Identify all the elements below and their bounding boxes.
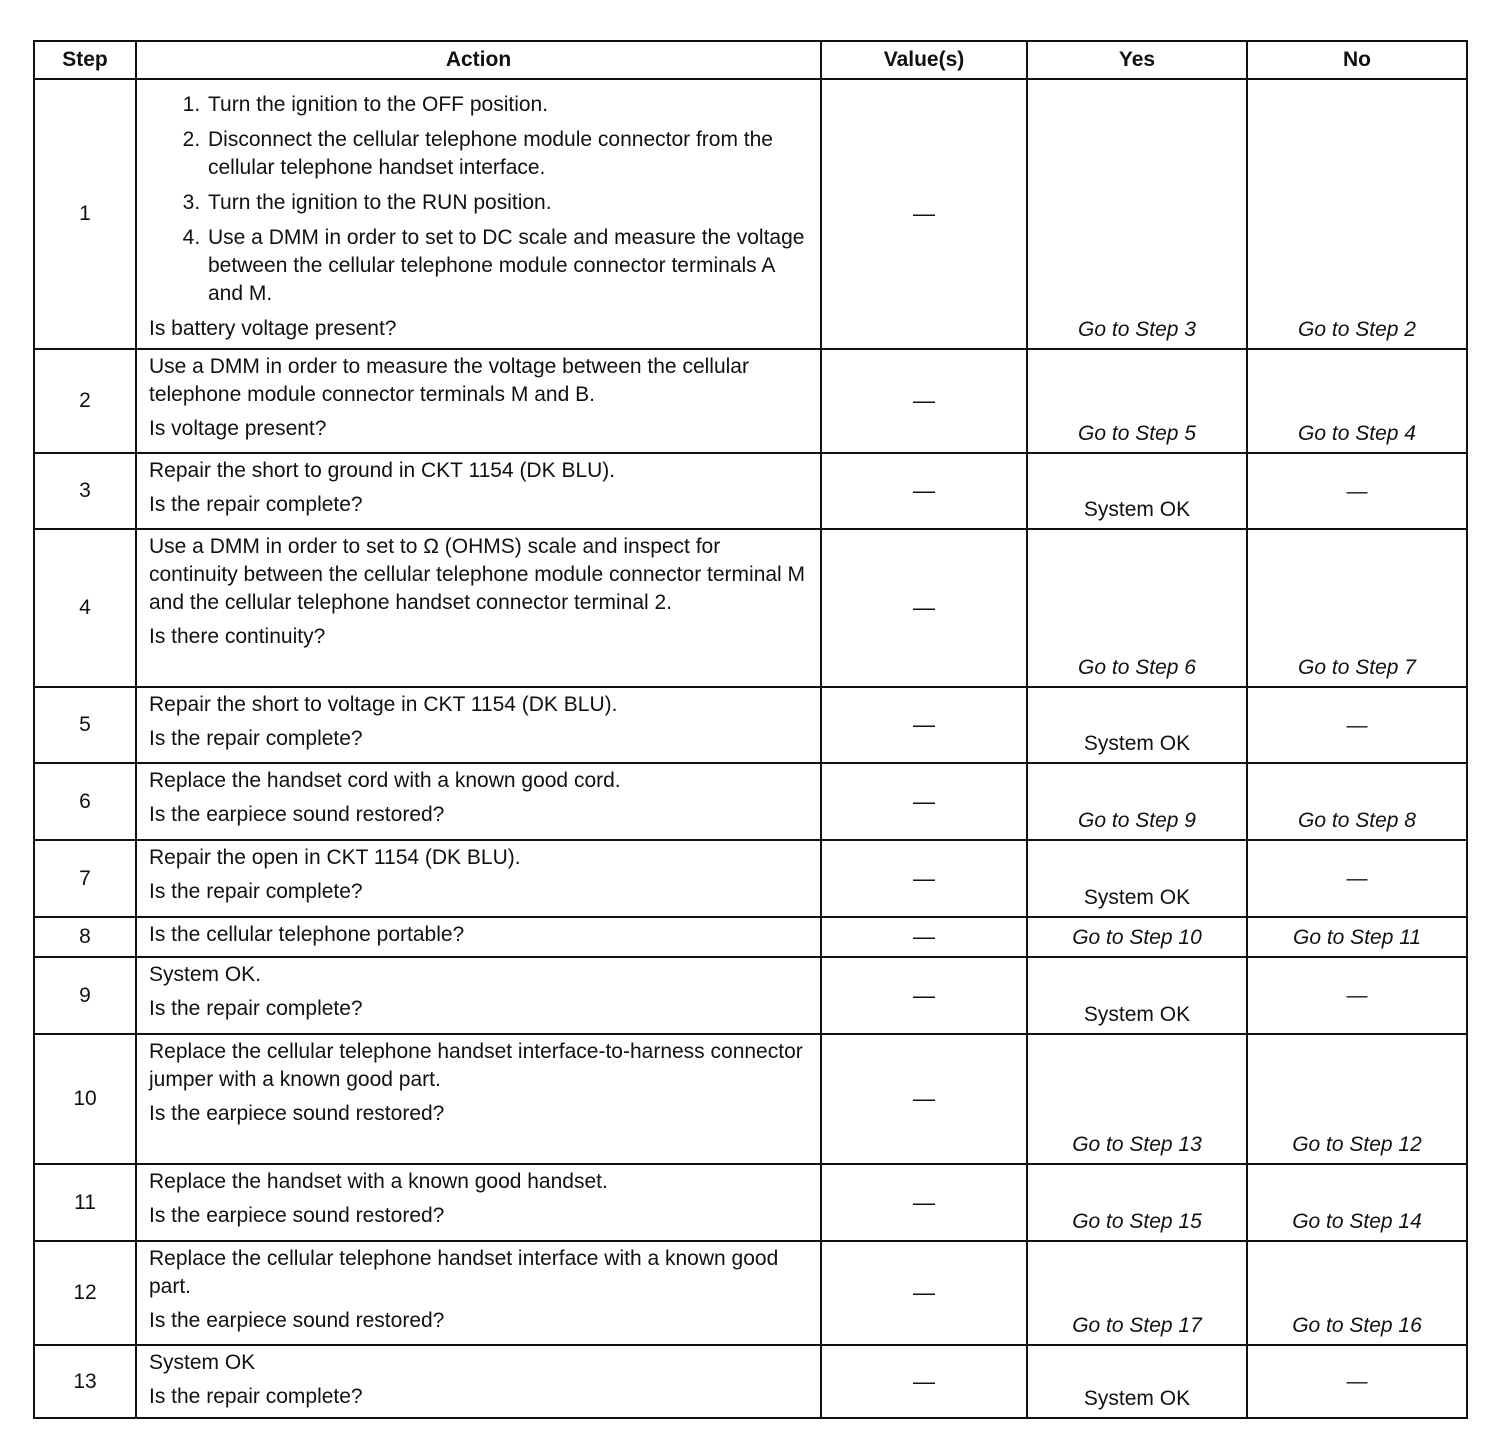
value-cell: — bbox=[821, 1034, 1027, 1164]
no-cell: — bbox=[1247, 1345, 1467, 1418]
action-cell bbox=[136, 1164, 821, 1241]
yes-cell: Go to Step 6 bbox=[1027, 529, 1247, 687]
table-row bbox=[34, 453, 1467, 529]
step-number: 13 bbox=[34, 1345, 136, 1418]
action-question: Is battery voltage present? bbox=[149, 317, 397, 340]
step-number: 6 bbox=[34, 763, 136, 840]
action-cell bbox=[136, 453, 821, 529]
action-cell bbox=[136, 763, 821, 840]
yes-cell: System OK bbox=[1027, 957, 1247, 1034]
header-step: Step bbox=[34, 41, 136, 79]
action-cell bbox=[136, 1241, 821, 1345]
action-instruction: Replace the handset cord with a known good cord. bbox=[149, 769, 621, 792]
yes-cell: Go to Step 13 bbox=[1027, 1034, 1247, 1164]
action-list-item: 4. Use a DMM in order to set to DC scale and measure the voltage between the cellular telephone module connector terminals A and M. bbox=[206, 224, 810, 308]
yes-cell: Go to Step 17 bbox=[1027, 1241, 1247, 1345]
table-row bbox=[34, 840, 1467, 917]
header-no: No bbox=[1247, 41, 1467, 79]
action-cell bbox=[136, 840, 821, 917]
action-cell bbox=[136, 349, 821, 453]
yes-cell: System OK bbox=[1027, 453, 1247, 529]
no-cell: Go to Step 7 bbox=[1247, 529, 1467, 687]
value-cell: — bbox=[821, 453, 1027, 529]
action-question: Is the repair complete? bbox=[149, 997, 363, 1020]
no-cell: Go to Step 2 bbox=[1247, 79, 1467, 349]
yes-cell: System OK bbox=[1027, 840, 1247, 917]
table-body bbox=[34, 79, 1467, 1418]
action-list bbox=[149, 91, 810, 308]
header-action: Action bbox=[136, 41, 821, 79]
no-cell: Go to Step 16 bbox=[1247, 1241, 1467, 1345]
value-cell: — bbox=[821, 1345, 1027, 1418]
value-cell: — bbox=[821, 529, 1027, 687]
action-question: Is voltage present? bbox=[149, 417, 327, 440]
action-cell bbox=[136, 1345, 821, 1418]
yes-cell: System OK bbox=[1027, 1345, 1247, 1418]
action-cell bbox=[136, 79, 821, 349]
no-cell: — bbox=[1247, 687, 1467, 763]
table-row bbox=[34, 917, 1467, 957]
no-cell: Go to Step 4 bbox=[1247, 349, 1467, 453]
action-list-item: 1. Turn the ignition to the OFF position. bbox=[206, 91, 810, 119]
no-cell: Go to Step 12 bbox=[1247, 1034, 1467, 1164]
step-number: 10 bbox=[34, 1034, 136, 1164]
no-cell: — bbox=[1247, 957, 1467, 1034]
yes-cell: System OK bbox=[1027, 687, 1247, 763]
diagnostic-table-container bbox=[33, 40, 1466, 1419]
action-list-item: 3. Turn the ignition to the RUN position. bbox=[206, 189, 810, 217]
action-instruction: Repair the short to voltage in CKT 1154 (DK BLU). bbox=[149, 693, 618, 716]
action-question: Is the earpiece sound restored? bbox=[149, 1204, 445, 1227]
step-number: 1 bbox=[34, 79, 136, 349]
step-number: 2 bbox=[34, 349, 136, 453]
value-cell: — bbox=[821, 349, 1027, 453]
step-number: 3 bbox=[34, 453, 136, 529]
table-row bbox=[34, 1345, 1467, 1418]
table-row bbox=[34, 1241, 1467, 1345]
action-instruction: Repair the open in CKT 1154 (DK BLU). bbox=[149, 846, 521, 869]
action-instruction: Use a DMM in order to measure the voltage between the cellular telephone module connector terminals M and B. bbox=[149, 355, 749, 406]
action-question: Is the repair complete? bbox=[149, 1385, 363, 1408]
action-question: Is the earpiece sound restored? bbox=[149, 1102, 445, 1125]
yes-cell: Go to Step 9 bbox=[1027, 763, 1247, 840]
action-question: Is the repair complete? bbox=[149, 880, 363, 903]
value-cell: — bbox=[821, 957, 1027, 1034]
header-values: Value(s) bbox=[821, 41, 1027, 79]
value-cell: — bbox=[821, 840, 1027, 917]
no-cell: — bbox=[1247, 453, 1467, 529]
action-cell bbox=[136, 917, 821, 957]
step-number: 9 bbox=[34, 957, 136, 1034]
yes-cell: Go to Step 15 bbox=[1027, 1164, 1247, 1241]
action-question: Is the earpiece sound restored? bbox=[149, 1309, 445, 1332]
value-cell: — bbox=[821, 917, 1027, 957]
no-cell: — bbox=[1247, 840, 1467, 917]
action-cell bbox=[136, 687, 821, 763]
action-cell bbox=[136, 529, 821, 687]
step-number: 11 bbox=[34, 1164, 136, 1241]
action-question: Is the repair complete? bbox=[149, 493, 363, 516]
action-cell bbox=[136, 957, 821, 1034]
step-number: 12 bbox=[34, 1241, 136, 1345]
action-instruction: System OK. bbox=[149, 963, 262, 986]
table-row bbox=[34, 349, 1467, 453]
yes-cell: Go to Step 10 bbox=[1027, 917, 1247, 957]
header-yes: Yes bbox=[1027, 41, 1247, 79]
action-instruction: System OK bbox=[149, 1351, 256, 1374]
value-cell: — bbox=[821, 687, 1027, 763]
no-cell: Go to Step 11 bbox=[1247, 917, 1467, 957]
table-row bbox=[34, 1164, 1467, 1241]
table-row bbox=[34, 957, 1467, 1034]
value-cell: — bbox=[821, 763, 1027, 840]
step-number: 4 bbox=[34, 529, 136, 687]
action-instruction: Repair the short to ground in CKT 1154 (DK BLU). bbox=[149, 459, 616, 482]
no-cell: Go to Step 14 bbox=[1247, 1164, 1467, 1241]
no-cell: Go to Step 8 bbox=[1247, 763, 1467, 840]
value-cell: — bbox=[821, 79, 1027, 349]
yes-cell: Go to Step 3 bbox=[1027, 79, 1247, 349]
value-cell: — bbox=[821, 1241, 1027, 1345]
action-instruction: Replace the cellular telephone handset interface with a known good part. bbox=[149, 1247, 779, 1298]
value-cell: — bbox=[821, 1164, 1027, 1241]
diagnostic-table bbox=[33, 40, 1468, 1419]
action-instruction: Is the cellular telephone portable? bbox=[149, 923, 465, 946]
table-row bbox=[34, 763, 1467, 840]
table-row bbox=[34, 79, 1467, 349]
table-row bbox=[34, 529, 1467, 687]
yes-cell: Go to Step 5 bbox=[1027, 349, 1247, 453]
action-question: Is there continuity? bbox=[149, 625, 326, 648]
action-list-item: 2. Disconnect the cellular telephone module connector from the cellular telephone handset interface. bbox=[206, 126, 810, 182]
header-row bbox=[34, 41, 1467, 79]
action-question: Is the repair complete? bbox=[149, 727, 363, 750]
table-row bbox=[34, 1034, 1467, 1164]
step-number: 8 bbox=[34, 917, 136, 957]
table-row bbox=[34, 687, 1467, 763]
step-number: 5 bbox=[34, 687, 136, 763]
action-cell bbox=[136, 1034, 821, 1164]
action-instruction: Use a DMM in order to set to Ω (OHMS) scale and inspect for continuity between the cellular telephone module connector terminal M and the cellular telephone handset connector terminal 2. bbox=[149, 535, 806, 614]
action-instruction: Replace the cellular telephone handset interface-to-harness connector jumper with a known good part. bbox=[149, 1040, 803, 1091]
action-question: Is the earpiece sound restored? bbox=[149, 803, 445, 826]
action-instruction: Replace the handset with a known good handset. bbox=[149, 1170, 608, 1193]
step-number: 7 bbox=[34, 840, 136, 917]
